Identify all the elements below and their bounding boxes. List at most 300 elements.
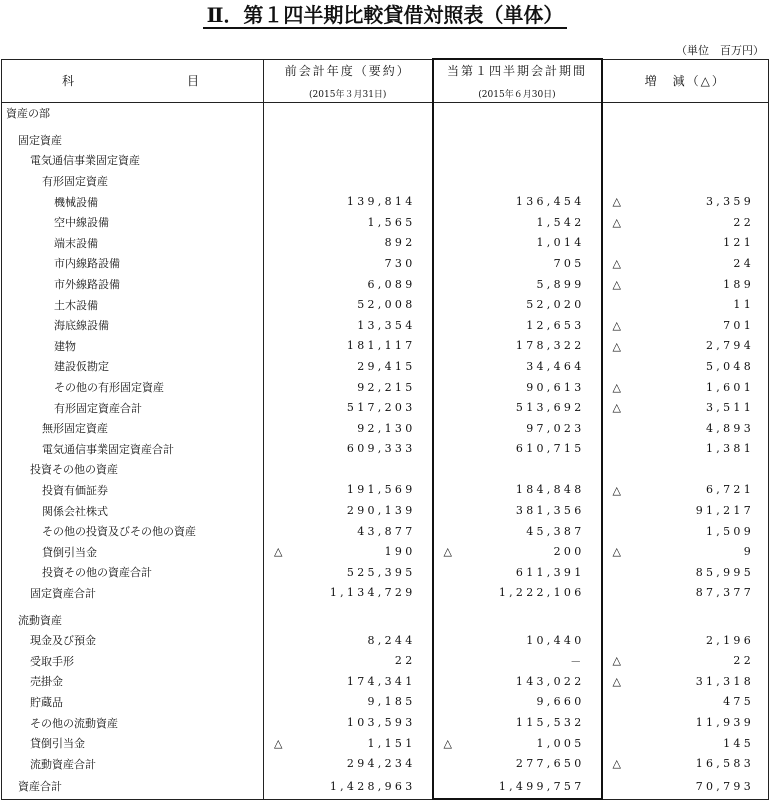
diff-value-cell	[602, 521, 769, 542]
diff-value: 2,196	[706, 633, 754, 647]
prev-value-cell	[264, 459, 433, 480]
diff-value: 22	[733, 215, 754, 229]
prev-value: 92,130	[357, 421, 416, 435]
prev-value-cell	[264, 253, 433, 274]
curr-value-cell	[433, 253, 602, 274]
prev-value: 525,395	[346, 565, 416, 579]
curr-value: 705	[553, 256, 585, 270]
row-label: 投資その他の資産合計	[42, 566, 152, 580]
row-label-cell	[2, 418, 264, 439]
table-body	[2, 103, 769, 800]
curr-value-cell	[433, 753, 602, 774]
prev-value-cell	[264, 480, 433, 501]
row-label-cell	[2, 130, 264, 151]
prev-value: 892	[384, 236, 416, 250]
negative-mark: △	[274, 736, 283, 750]
prev-value: 191,569	[346, 483, 416, 497]
negative-mark: △	[612, 545, 621, 559]
curr-value: 90,613	[526, 380, 585, 394]
table-row	[2, 130, 769, 151]
curr-value: 136,454	[515, 195, 585, 209]
prev-value-cell	[264, 150, 433, 171]
row-label-cell	[2, 753, 264, 774]
diff-value-cell	[602, 103, 769, 124]
prev-value: 1,134,729	[329, 586, 416, 600]
row-label-cell	[2, 562, 264, 583]
prev-value-cell	[264, 500, 433, 521]
prev-value-cell	[264, 692, 433, 713]
curr-value: 277,650	[515, 757, 585, 771]
curr-value: 178,322	[515, 339, 585, 353]
curr-value-cell	[433, 521, 602, 542]
diff-value-cell	[602, 609, 769, 630]
diff-value: 121	[723, 236, 754, 250]
prev-value: 517,203	[346, 401, 416, 415]
row-label: 投資有価証券	[42, 483, 108, 497]
header-prev-label: 前会計年度（要約）	[284, 63, 411, 78]
table-row	[2, 733, 769, 754]
table-row	[2, 630, 769, 651]
diff-value-cell	[602, 753, 769, 774]
row-label-cell	[2, 253, 264, 274]
row-label-cell	[2, 191, 264, 212]
prev-value-cell	[264, 130, 433, 151]
row-label-cell	[2, 609, 264, 630]
table-row	[2, 418, 769, 439]
row-label-cell	[2, 521, 264, 542]
row-label: 受取手形	[30, 654, 74, 668]
table-row	[2, 774, 769, 799]
diff-value: 31,318	[695, 674, 754, 688]
prev-value: 174,341	[346, 674, 416, 688]
diff-value: 1,381	[706, 442, 754, 456]
row-label: 貯蔵品	[30, 695, 63, 709]
prev-value-cell	[264, 233, 433, 254]
curr-value: 1,542	[536, 215, 585, 229]
curr-value-cell	[433, 274, 602, 295]
row-label: 無形固定資産	[42, 422, 108, 436]
curr-value: 611,391	[515, 565, 585, 579]
diff-value-cell	[602, 733, 769, 754]
diff-value-cell	[602, 439, 769, 460]
prev-value: 92,215	[357, 380, 416, 394]
diff-value-cell	[602, 171, 769, 192]
diff-value: 3,359	[706, 195, 754, 209]
negative-mark: △	[443, 545, 452, 559]
row-label: 電気通信事業固定資産合計	[42, 442, 174, 456]
prev-value-cell	[264, 650, 433, 671]
prev-value-cell	[264, 671, 433, 692]
negative-mark: △	[612, 654, 621, 668]
table-row	[2, 521, 769, 542]
negative-mark: △	[612, 215, 621, 229]
negative-mark: △	[612, 195, 621, 209]
curr-value-cell	[433, 459, 602, 480]
curr-value-cell	[433, 439, 602, 460]
diff-value: 6,721	[706, 483, 754, 497]
curr-value: 1,014	[536, 236, 585, 250]
header-row	[2, 59, 769, 103]
header-prev-date: (2015年３月31日)	[309, 89, 387, 100]
curr-value-cell	[433, 103, 602, 124]
diff-value-cell	[602, 377, 769, 398]
diff-value: 4,893	[706, 421, 754, 435]
prev-value-cell	[264, 753, 433, 774]
row-label: 投資その他の資産	[30, 463, 118, 477]
prev-value-cell	[264, 336, 433, 357]
row-label: 建物	[54, 339, 76, 353]
negative-mark: △	[274, 545, 283, 559]
curr-value: 1,499,757	[498, 779, 585, 793]
curr-value: 200	[553, 545, 585, 559]
prev-value: 1,428,963	[329, 779, 416, 793]
curr-value-cell	[433, 692, 602, 713]
balance-sheet-table	[1, 58, 769, 800]
diff-value-cell	[602, 150, 769, 171]
prev-value: 730	[384, 256, 416, 270]
table-row	[2, 562, 769, 583]
prev-value-cell	[264, 541, 433, 562]
curr-value: 143,022	[515, 674, 585, 688]
prev-value-cell	[264, 630, 433, 651]
curr-value-cell	[433, 650, 602, 671]
prev-value-cell	[264, 609, 433, 630]
diff-value-cell	[602, 500, 769, 521]
row-label-cell	[2, 294, 264, 315]
curr-value-cell	[433, 583, 602, 604]
diff-value-cell	[602, 253, 769, 274]
prev-value: 294,234	[346, 757, 416, 771]
prev-value: 6,089	[367, 277, 416, 291]
row-label: 固定資産	[18, 133, 62, 147]
diff-value-cell	[602, 315, 769, 336]
row-label-cell	[2, 712, 264, 733]
prev-value-cell	[264, 397, 433, 418]
table-row	[2, 692, 769, 713]
prev-value: 8,244	[367, 633, 416, 647]
diff-value-cell	[602, 650, 769, 671]
diff-value: 22	[733, 654, 754, 668]
diff-value-cell	[602, 712, 769, 733]
row-label: 土木設備	[54, 298, 98, 312]
table-row	[2, 459, 769, 480]
negative-mark: △	[612, 257, 621, 271]
curr-value-cell	[433, 480, 602, 501]
table-row	[2, 150, 769, 171]
table-row	[2, 671, 769, 692]
diff-value: 145	[723, 736, 754, 750]
curr-value-cell	[433, 130, 602, 151]
row-label-cell	[2, 103, 264, 124]
curr-value: 1,005	[536, 736, 585, 750]
prev-value: 190	[384, 545, 416, 559]
header-prev	[264, 59, 433, 103]
curr-value-cell	[433, 774, 602, 799]
curr-value: 381,356	[515, 504, 585, 518]
curr-value-cell	[433, 541, 602, 562]
diff-value: 1,601	[706, 380, 754, 394]
curr-value: 513,692	[515, 401, 585, 415]
diff-value-cell	[602, 562, 769, 583]
header-diff	[602, 59, 769, 103]
row-label-cell	[2, 459, 264, 480]
prev-value: 13,354	[357, 318, 416, 332]
table-row	[2, 377, 769, 398]
prev-value-cell	[264, 733, 433, 754]
table-row	[2, 541, 769, 562]
row-label-cell	[2, 377, 264, 398]
diff-value-cell	[602, 130, 769, 151]
row-label: 固定資産合計	[30, 586, 96, 600]
negative-mark: △	[612, 757, 621, 771]
negative-mark: △	[612, 675, 621, 689]
row-label: その他の投資及びその他の資産	[42, 525, 196, 539]
curr-value-cell	[433, 212, 602, 233]
row-label: 現金及び預金	[30, 634, 96, 648]
row-label: 端末設備	[54, 236, 98, 250]
table-row	[2, 103, 769, 124]
table-row	[2, 650, 769, 671]
diff-value-cell	[602, 212, 769, 233]
diff-value-cell	[602, 418, 769, 439]
curr-value: 97,023	[526, 421, 585, 435]
curr-value-cell	[433, 609, 602, 630]
row-label: その他の流動資産	[30, 716, 118, 730]
row-label-cell	[2, 541, 264, 562]
prev-value: 290,139	[346, 504, 416, 518]
table-row	[2, 439, 769, 460]
row-label-cell	[2, 439, 264, 460]
prev-value-cell	[264, 712, 433, 733]
diff-value: 5,048	[706, 359, 754, 373]
diff-value-cell	[602, 294, 769, 315]
curr-value-cell	[433, 500, 602, 521]
row-label-cell	[2, 630, 264, 651]
curr-value: 34,464	[526, 359, 585, 373]
prev-value: 181,117	[346, 339, 416, 353]
row-label-cell	[2, 336, 264, 357]
curr-value-cell	[433, 712, 602, 733]
header-curr-label: 当第１四半期会計期間	[446, 64, 587, 78]
row-label-cell	[2, 315, 264, 336]
row-label-cell	[2, 274, 264, 295]
curr-value-cell	[433, 356, 602, 377]
row-label: 流動資産	[18, 613, 62, 627]
diff-value-cell	[602, 356, 769, 377]
prev-value-cell	[264, 583, 433, 604]
row-label-cell	[2, 500, 264, 521]
row-label-cell	[2, 583, 264, 604]
diff-value-cell	[602, 274, 769, 295]
diff-value: 3,511	[706, 401, 754, 415]
diff-value-cell	[602, 541, 769, 562]
diff-value-cell	[602, 191, 769, 212]
negative-mark: △	[612, 339, 621, 353]
row-label-cell	[2, 397, 264, 418]
prev-value: 9,185	[367, 695, 416, 709]
row-label-cell	[2, 774, 264, 799]
row-label: 電気通信事業固定資産	[30, 154, 140, 168]
table-row	[2, 609, 769, 630]
table-row	[2, 253, 769, 274]
table-row	[2, 397, 769, 418]
curr-value-cell	[433, 733, 602, 754]
diff-value-cell	[602, 630, 769, 651]
curr-value-cell	[433, 336, 602, 357]
prev-value-cell	[264, 171, 433, 192]
table-row	[2, 171, 769, 192]
curr-value-cell	[433, 377, 602, 398]
table-row	[2, 233, 769, 254]
row-label: 資産の部	[6, 107, 50, 121]
row-label-cell	[2, 692, 264, 713]
diff-value: 701	[723, 318, 754, 332]
diff-value: 189	[723, 277, 754, 291]
table-row	[2, 712, 769, 733]
diff-value-cell	[602, 583, 769, 604]
curr-value: 115,532	[515, 716, 585, 730]
prev-value: 29,415	[357, 359, 416, 373]
row-label: 空中線設備	[54, 216, 109, 230]
diff-value: 475	[723, 695, 754, 709]
row-label-cell	[2, 171, 264, 192]
prev-value-cell	[264, 274, 433, 295]
diff-value-cell	[602, 692, 769, 713]
table-row	[2, 191, 769, 212]
curr-value-cell	[433, 418, 602, 439]
negative-mark: △	[612, 318, 621, 332]
diff-value-cell	[602, 671, 769, 692]
curr-value: 12,653	[526, 318, 585, 332]
diff-value: 9	[743, 545, 754, 559]
diff-value: 87,377	[695, 586, 754, 600]
row-label-cell	[2, 733, 264, 754]
header-kamoku-1: 科	[62, 74, 75, 89]
row-label: その他の有形固定資産	[54, 381, 164, 395]
prev-value: 1,151	[367, 736, 416, 750]
curr-value: －	[570, 654, 585, 668]
table-row	[2, 274, 769, 295]
curr-value: 9,660	[536, 695, 585, 709]
prev-value-cell	[264, 418, 433, 439]
prev-value-cell	[264, 439, 433, 460]
diff-value-cell	[602, 459, 769, 480]
curr-value-cell	[433, 562, 602, 583]
diff-value: 2,794	[706, 339, 754, 353]
diff-value: 70,793	[695, 779, 754, 793]
curr-value-cell	[433, 150, 602, 171]
row-label: 売掛金	[30, 675, 63, 689]
diff-value: 1,509	[706, 524, 754, 538]
curr-value-cell	[433, 671, 602, 692]
diff-value: 91,217	[695, 504, 754, 518]
diff-value-cell	[602, 336, 769, 357]
row-label: 機械設備	[54, 195, 98, 209]
header-curr-date: (2015年６月30日)	[478, 90, 556, 100]
row-label: 市外線路設備	[54, 278, 120, 292]
curr-value: 45,387	[526, 524, 585, 538]
header-diff-label: 増 減（△）	[644, 74, 726, 89]
curr-value-cell	[433, 171, 602, 192]
negative-mark: △	[443, 736, 452, 750]
table-row	[2, 480, 769, 501]
page-title-text: Ⅱ．第１四半期比較貸借対照表（単体）	[203, 3, 568, 29]
diff-value: 11,939	[695, 716, 754, 730]
diff-value: 11	[733, 298, 754, 312]
negative-mark: △	[612, 483, 621, 497]
curr-value: 1,222,106	[498, 586, 585, 600]
row-label-cell	[2, 233, 264, 254]
table-row	[2, 294, 769, 315]
prev-value: 139,814	[346, 195, 416, 209]
diff-value-cell	[602, 774, 769, 799]
prev-value-cell	[264, 521, 433, 542]
curr-value: 10,440	[526, 633, 585, 647]
diff-value-cell	[602, 480, 769, 501]
row-label: 建設仮勘定	[54, 360, 109, 374]
row-label-cell	[2, 356, 264, 377]
prev-value: 22	[394, 654, 416, 668]
row-label-cell	[2, 480, 264, 501]
unit-label: （単位 百万円）	[676, 44, 764, 57]
curr-value-cell	[433, 191, 602, 212]
prev-value: 43,877	[357, 524, 416, 538]
row-label: 貸倒引当金	[42, 545, 97, 559]
header-kamoku	[2, 59, 264, 103]
curr-value: 610,715	[515, 442, 585, 456]
row-label: 有形固定資産	[42, 175, 108, 189]
table-row	[2, 583, 769, 604]
table-row	[2, 315, 769, 336]
table-row	[2, 753, 769, 774]
prev-value-cell	[264, 377, 433, 398]
prev-value-cell	[264, 191, 433, 212]
row-label-cell	[2, 212, 264, 233]
curr-value-cell	[433, 630, 602, 651]
row-label: 有形固定資産合計	[54, 401, 142, 415]
row-label: 資産合計	[18, 780, 62, 794]
prev-value-cell	[264, 212, 433, 233]
negative-mark: △	[612, 277, 621, 291]
diff-value: 24	[733, 256, 754, 270]
row-label-cell	[2, 650, 264, 671]
header-curr	[433, 59, 602, 103]
negative-mark: △	[612, 401, 621, 415]
table-row	[2, 336, 769, 357]
row-label: 関係会社株式	[42, 504, 108, 518]
prev-value-cell	[264, 356, 433, 377]
table-row	[2, 356, 769, 377]
prev-value: 1,565	[367, 215, 416, 229]
table-row	[2, 500, 769, 521]
row-label: 流動資産合計	[30, 757, 96, 771]
row-label-cell	[2, 671, 264, 692]
row-label: 貸倒引当金	[30, 737, 85, 751]
curr-value-cell	[433, 294, 602, 315]
negative-mark: △	[612, 380, 621, 394]
row-label-cell	[2, 150, 264, 171]
prev-value: 609,333	[346, 442, 416, 456]
page-title	[0, 2, 770, 28]
row-label: 海底線設備	[54, 319, 109, 333]
table-row	[2, 212, 769, 233]
prev-value-cell	[264, 315, 433, 336]
header-kamoku-2: 目	[186, 74, 199, 89]
diff-value-cell	[602, 233, 769, 254]
prev-value-cell	[264, 294, 433, 315]
curr-value-cell	[433, 233, 602, 254]
prev-value: 103,593	[346, 716, 416, 730]
